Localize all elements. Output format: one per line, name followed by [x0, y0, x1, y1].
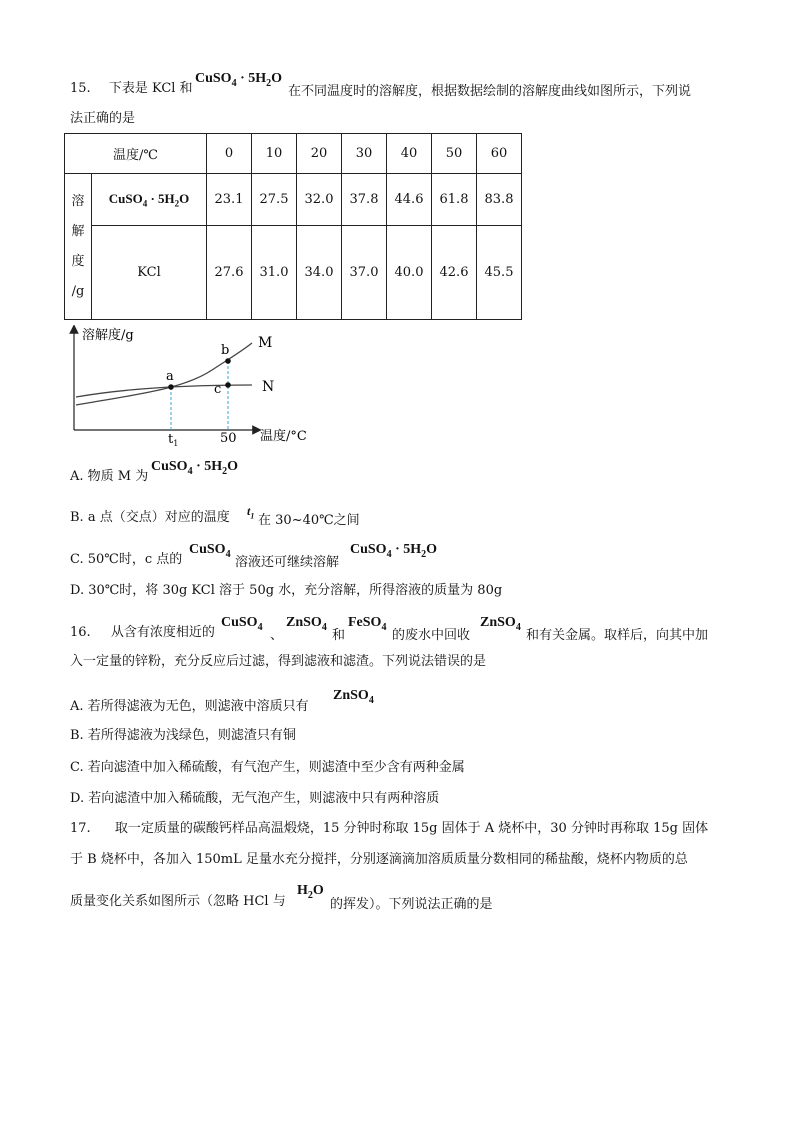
q15-line2: 法正确的是: [70, 111, 136, 126]
q17-line1-text: 取一定质量的碳酸钙样品高温煅烧，15 分钟时称取 15g 固体于 A 烧杯中，30 分钟时再称取 15g 固体: [114, 821, 709, 836]
table-temp-cell: 10: [252, 134, 297, 174]
table-cell: 42.6: [432, 226, 477, 320]
table-temp-cell: 40: [387, 134, 432, 174]
curve-m-label: M: [258, 335, 273, 351]
q16-l1-c: 和: [332, 628, 346, 643]
table-cell: 40.0: [387, 226, 432, 320]
table-temp-cell: 60: [477, 134, 522, 174]
table-cell: 32.0: [297, 174, 342, 226]
q17-line3-a: 质量变化关系如图所示（忽略 HCl 与: [70, 894, 286, 909]
q17-number: 17.: [70, 821, 91, 836]
formula-znso4: ZnSO$_4$: [333, 688, 374, 706]
formula-cuso4-5h2o: CuSO$_4$ · $5H_2O$: [195, 71, 283, 89]
point-b-dot: [225, 358, 231, 364]
table-temp-header: 温度/℃: [65, 134, 207, 174]
formula-h2o: $H_2O$: [297, 883, 324, 901]
q17-line3-b: 的挥发）。下列说法正确的是: [330, 897, 493, 912]
table-cell: 37.0: [342, 226, 387, 320]
table-row-label-kcl: KCl: [92, 226, 207, 320]
table-cell: 37.8: [342, 174, 387, 226]
table-temp-cell: 30: [342, 134, 387, 174]
q16-l1-b: 、: [270, 628, 284, 643]
q15-number: 15.: [70, 81, 91, 96]
formula-znso4: ZnSO$_4$: [480, 615, 521, 633]
q17-line2: 于 B 烧杯中，各加入 150mL 足量水充分搅拌，分别逐滴滴加溶质质量分数相同的稀盐酸，烧杯内物质的总: [70, 852, 688, 867]
table-row-label-cuso4: CuSO$_4$ · $5H_2O$: [92, 174, 207, 226]
q15-option-c-pre: C. 50℃时，c 点的: [70, 552, 183, 567]
q16-line2: 入一定量的锌粉，充分反应后过滤，得到滤液和滤渣。下列说法错误的是: [70, 654, 487, 669]
q15-intro-b: 在不同温度时的溶解度，根据数据绘制的溶解度曲线如图所示，下列说: [288, 84, 692, 99]
point-c-label: c: [214, 382, 222, 397]
formula-cuso4-5h2o: CuSO$_4$ · $5H_2O$: [350, 542, 438, 560]
table-temp-cell: 20: [297, 134, 342, 174]
formula-cuso4-5h2o: CuSO$_4$ · $5H_2O$: [151, 459, 239, 477]
graph-ylabel: 溶解度/g: [82, 328, 134, 343]
graph-xlabel: 温度/°C: [260, 429, 307, 444]
solubility-table: [64, 133, 522, 320]
table-cell: 45.5: [477, 226, 522, 320]
table-side-label: 溶 解 度 /g: [65, 174, 92, 320]
q15-option-d: D. 30℃时，将 30g KCl 溶于 50g 水，充分溶解，所得溶液的质量为 80g: [70, 583, 503, 598]
table-cell: 34.0: [297, 226, 342, 320]
q16-l1-d: 的废水中回收: [392, 628, 471, 643]
point-a-dot: [168, 384, 174, 390]
q16-number: 16.: [70, 625, 91, 640]
q16-option-d: D. 若向滤渣中加入稀硫酸，无气泡产生，则滤液中只有两种溶质: [70, 791, 440, 806]
point-a-label: a: [166, 369, 174, 384]
formula-cuso4: CuSO$_4$: [221, 615, 263, 633]
table-cell: 83.8: [477, 174, 522, 226]
table-cell: 31.0: [252, 226, 297, 320]
q16-option-b: B. 若所得滤液为浅绿色，则滤渣只有铜: [70, 728, 296, 743]
q16-line1: [70, 624, 215, 642]
q15-line1: [70, 80, 193, 98]
tick-t1: $t_1$: [168, 432, 179, 448]
q16-l1-a: 从含有浓度相近的: [110, 625, 215, 640]
curve-n: [76, 385, 252, 397]
q16-option-c: C. 若向滤渣中加入稀硫酸，有气泡产生，则滤渣中至少含有两种金属: [70, 760, 465, 775]
tick-50: 50: [220, 431, 237, 446]
q15-option-b-post: 在 30~40℃之间: [258, 513, 360, 528]
table-cell: 27.5: [252, 174, 297, 226]
formula-cuso4: CuSO$_4$: [189, 542, 231, 560]
point-c-dot: [225, 382, 231, 388]
table-cell: 44.6: [387, 174, 432, 226]
table-temp-cell: 0: [207, 134, 252, 174]
table-cell: 27.6: [207, 226, 252, 320]
q15-intro-a: 下表是 KCl 和: [108, 81, 193, 96]
table-cell: 23.1: [207, 174, 252, 226]
curve-n-label: N: [262, 379, 275, 395]
q15-option-c-mid: 溶液还可继续溶解: [235, 555, 340, 570]
formula-feso4: FeSO$_4$: [348, 615, 387, 633]
q15-option-b-pre: B. a 点（交点）对应的温度: [70, 510, 230, 525]
table-cell: 61.8: [432, 174, 477, 226]
q17-line1: [70, 820, 708, 838]
formula-t1: $t_1$: [247, 504, 255, 521]
q15-option-a: A. 物质 M 为: [70, 469, 149, 484]
q16-option-a: A. 若所得滤液为无色，则滤液中溶质只有: [70, 699, 309, 714]
point-b-label: b: [221, 343, 230, 358]
formula-znso4: ZnSO$_4$: [286, 615, 327, 633]
table-temp-cell: 50: [432, 134, 477, 174]
solubility-curve-figure: [62, 325, 332, 450]
q16-l1-e: 和有关金属。取样后，向其中加: [526, 628, 709, 643]
